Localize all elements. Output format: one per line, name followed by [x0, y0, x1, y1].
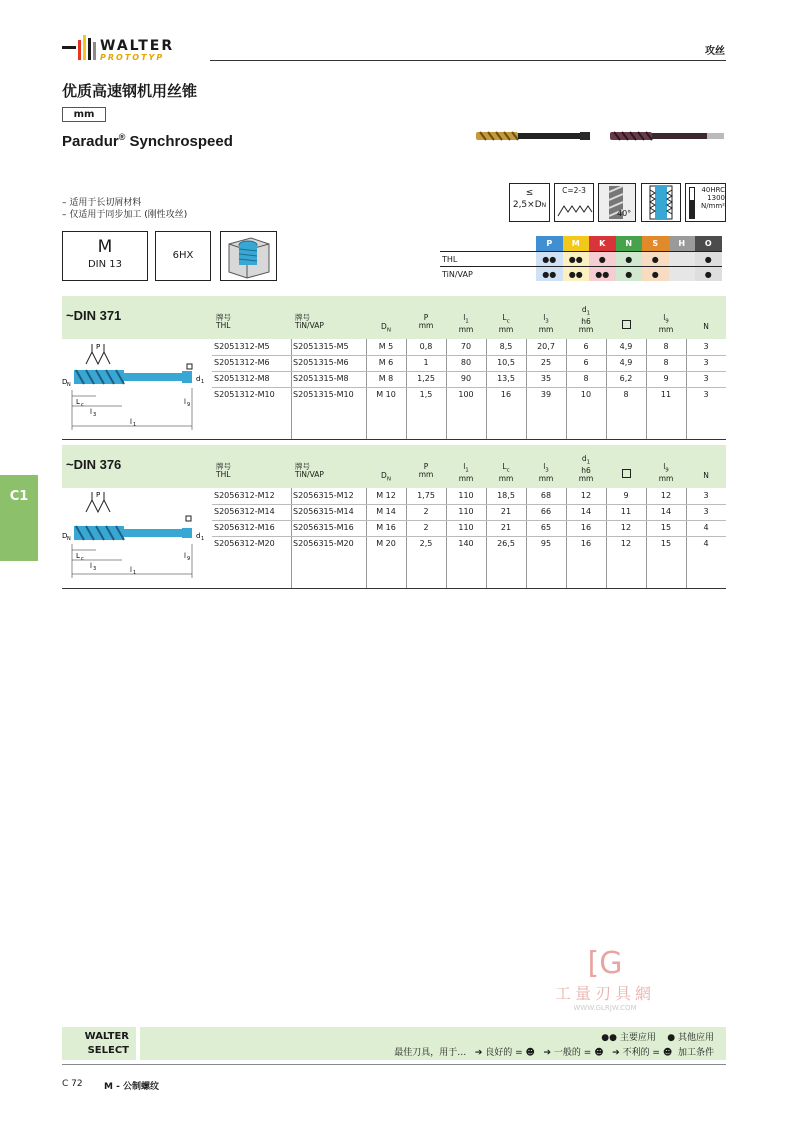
material-rating: ●● [536, 252, 563, 266]
material-header-K: K [589, 236, 616, 251]
table-cell: M 5 [378, 342, 394, 351]
header-rule [210, 60, 726, 61]
table-cell: 18,5 [497, 491, 515, 500]
table-title: ~DIN 371 [66, 308, 122, 323]
table-cell: 1,75 [417, 491, 435, 500]
table-cell: 8 [583, 374, 589, 383]
table-cell: S2051312-M10 [214, 390, 275, 399]
table-cell: 8 [663, 358, 669, 367]
legend-conditions: 加工条件 [677, 1048, 714, 1058]
table-cell: M 20 [376, 539, 396, 548]
table-cell: S2051312-M8 [214, 374, 270, 383]
table-cell: 66 [540, 507, 552, 516]
table-cell: S2051315-M8 [293, 374, 349, 383]
depth-icon [509, 183, 550, 222]
svg-text:d: d [196, 375, 201, 383]
table-cell: 3 [703, 342, 709, 351]
table-cell: 65 [540, 523, 552, 532]
square-icon [622, 469, 631, 478]
table-cell: 12 [580, 491, 592, 500]
table-cell: 35 [540, 374, 552, 383]
table-cell: 6 [583, 358, 589, 367]
table-cell: 3 [703, 358, 709, 367]
column-header: P mm [418, 462, 434, 479]
material-rating: ● [616, 252, 643, 266]
logo-word: WALTER [100, 38, 175, 54]
column-header: $l_3$ mm [538, 462, 554, 483]
table-cell: 12 [620, 523, 632, 532]
table-cell: S2056312-M12 [214, 491, 275, 500]
frown-icon: ☻ [662, 1048, 673, 1058]
svg-text:N: N [67, 536, 71, 542]
column-header: $D_N$ [381, 322, 391, 334]
table-cell: 2 [423, 523, 429, 532]
strength-unit: N/mm² [700, 202, 725, 210]
legend-other: ● 其他应用 [667, 1033, 714, 1043]
hardness-icon [685, 183, 726, 222]
column-header: $D_N$ [381, 471, 391, 483]
material-table [440, 236, 722, 281]
unit-box: mm [62, 107, 106, 122]
table-cell: 15 [660, 523, 672, 532]
material-coating-label: THL [442, 255, 458, 264]
material-header-N: N [616, 236, 643, 251]
column-header: $L_c$ mm [498, 313, 514, 334]
hardness-label: 40HRC [701, 186, 725, 194]
watermark-text: 工量刃具網 [554, 984, 655, 1003]
svg-text:L: L [76, 552, 80, 560]
chamfer-icon [554, 183, 594, 222]
table-cell: 110 [458, 523, 474, 532]
table-cell: 26,5 [497, 539, 515, 548]
legend-main: ●● 主要应用 [601, 1033, 656, 1043]
logo-sub: PROTOTYP [100, 53, 165, 62]
svg-text:c: c [81, 402, 84, 408]
column-header: 牌号 THL [216, 462, 231, 479]
column-header [606, 320, 646, 331]
material-rating: ●● [589, 267, 616, 281]
svg-text:l: l [184, 398, 186, 406]
select-label-2: SELECT [87, 1045, 129, 1056]
table-cell: 110 [458, 491, 474, 500]
walter-select-legend [140, 1027, 726, 1060]
table-cell: S2056312-M20 [214, 539, 275, 548]
drawing-p-label: P [96, 343, 101, 351]
table-cell: 12 [660, 491, 672, 500]
table-cell: 95 [540, 539, 552, 548]
table-cell: M 10 [376, 390, 396, 399]
table-cell: S2056315-M14 [293, 507, 354, 516]
legend-bad: ➔ 不利的 = [612, 1048, 660, 1058]
tap-tinvap-image [610, 128, 725, 144]
table-cell: 2 [423, 507, 429, 516]
helix-angle-icon [598, 183, 636, 222]
svg-text:l: l [130, 566, 132, 574]
column-header: $l_3$ mm [538, 313, 554, 334]
material-header-O: O [695, 236, 722, 251]
walter-prototyp-logo [62, 32, 202, 66]
table-cell: 14 [660, 507, 672, 516]
material-rating [669, 267, 696, 281]
table-cell: S2056312-M16 [214, 523, 275, 532]
product-name [62, 132, 233, 150]
table-cell: 68 [540, 491, 552, 500]
table-title: ~DIN 376 [66, 457, 122, 472]
table-cell: 8 [663, 342, 669, 351]
svg-text:D: D [62, 378, 68, 386]
svg-text:N: N [67, 382, 71, 388]
table-cell: 3 [703, 507, 709, 516]
svg-text:L: L [76, 398, 80, 406]
table-cell: M 12 [376, 491, 396, 500]
registered-mark: ® [118, 132, 126, 142]
thread-standard-box [62, 231, 148, 281]
footer-rule [62, 1064, 726, 1065]
column-header: 牌号 THL [216, 313, 231, 330]
din376-tap-drawing [60, 488, 210, 580]
table-cell: 3 [703, 390, 709, 399]
table-cell: 16 [580, 539, 592, 548]
table-cell: 15 [660, 539, 672, 548]
table-cell: 11 [660, 390, 672, 399]
table-cell: 20,7 [537, 342, 555, 351]
table-cell: 11 [620, 507, 632, 516]
depth-value: 2,5×D [512, 200, 542, 210]
table-cell: 13,5 [497, 374, 515, 383]
section-title: 攻丝 [705, 46, 725, 57]
note-item: – 仅适用于同步加工 (刚性攻丝) [62, 210, 188, 220]
column-header [606, 469, 646, 480]
page-footer-title: M - 公制螺纹 [104, 1082, 159, 1092]
table-cell: 12 [620, 539, 632, 548]
material-rating: ● [616, 267, 643, 281]
material-rating: ● [695, 252, 722, 266]
table-cell: 16 [500, 390, 512, 399]
svg-text:1: 1 [133, 570, 137, 576]
column-header: $l_1$ mm [458, 313, 474, 334]
notes-list [62, 197, 187, 221]
table-cell: S2051312-M5 [214, 342, 270, 351]
table-cell: 2,5 [419, 539, 433, 548]
logo-bars-icon [62, 32, 98, 62]
table-cell: S2051312-M6 [214, 358, 270, 367]
material-rating: ●● [563, 267, 590, 281]
table-cell: 10 [580, 390, 592, 399]
column-header: $d_1$ h6 mm [578, 454, 594, 483]
watermark-symbol: [G [587, 946, 623, 981]
table-cell: 70 [460, 342, 472, 351]
table-cell: 39 [540, 390, 552, 399]
neutral-icon: ☻ [594, 1048, 604, 1058]
table-cell: 9 [623, 491, 629, 500]
depth-symbol: ≤ [525, 188, 534, 198]
column-header: $d_1$ h6 mm [578, 305, 594, 334]
table-cell: 3 [703, 491, 709, 500]
column-divider [212, 488, 213, 588]
table-cell: 6 [583, 342, 589, 351]
column-divider [212, 339, 213, 439]
material-rating: ●● [563, 252, 590, 266]
din371-tap-drawing [60, 340, 210, 432]
material-coating-label: TiN/VAP [442, 270, 473, 279]
table-cell: 10,5 [497, 358, 515, 367]
column-header: $l_9$ mm [658, 462, 674, 483]
legend-line-2 [394, 1045, 714, 1058]
legend-line-1 [601, 1030, 714, 1043]
material-rating: ● [642, 267, 669, 281]
table-cell: M 6 [378, 358, 394, 367]
watermark [540, 946, 670, 1016]
svg-text:d: d [196, 532, 201, 540]
chamfer-label: C=2-3 [562, 186, 586, 195]
square-icon [622, 320, 631, 329]
svg-text:3: 3 [93, 566, 97, 572]
table-cell: 4,9 [619, 358, 633, 367]
table-cell: 110 [458, 507, 474, 516]
table-cell: S2056315-M16 [293, 523, 354, 532]
svg-text:l: l [90, 562, 92, 570]
table-cell: S2056312-M14 [214, 507, 275, 516]
column-header: N [703, 471, 709, 480]
table-cell: 4 [703, 523, 709, 532]
watermark-url: WWW.GLRJW.COM [573, 1004, 637, 1012]
table-cell: 90 [460, 374, 472, 383]
svg-text:l: l [184, 552, 186, 560]
thread-standard: DIN 13 [87, 259, 123, 270]
legend-avg: ➔ 一般的 = [543, 1048, 592, 1058]
svg-text:D: D [62, 532, 68, 540]
blind-hole-box [220, 231, 277, 281]
svg-text:c: c [81, 556, 84, 562]
material-header-M: M [563, 236, 590, 251]
material-rating: ●● [536, 267, 563, 281]
table-cell: 9 [663, 374, 669, 383]
product-suffix: Synchrospeed [125, 133, 233, 150]
legend-best: 最佳刀具，用于… [394, 1048, 467, 1058]
select-label-1: WALTER [84, 1031, 129, 1042]
table-cell: 1 [423, 358, 429, 367]
table-cell: 21 [500, 507, 512, 516]
walter-select-label [62, 1027, 136, 1060]
svg-text:9: 9 [187, 402, 191, 408]
table-cell: M 8 [378, 374, 394, 383]
material-rating: ● [642, 252, 669, 266]
thread-type: M [97, 237, 113, 257]
table-cell: 1,25 [417, 374, 435, 383]
blind-hole-icon [221, 232, 276, 280]
table-cell: S2051315-M10 [293, 390, 354, 399]
material-header-H: H [669, 236, 696, 251]
tolerance-box: 6HX [155, 231, 211, 281]
column-header: $l_9$ mm [658, 313, 674, 334]
hardness-bar [689, 187, 695, 219]
table-cell: 3 [703, 374, 709, 383]
table-cell: 8 [623, 390, 629, 399]
material-rating: ● [589, 252, 616, 266]
table-cell: 25 [540, 358, 552, 367]
material-header-spacer [440, 236, 536, 251]
material-header-row [440, 236, 722, 251]
page-title: 优质高速钢机用丝锥 [62, 82, 198, 100]
column-header: 牌号 TiN/VAP [295, 313, 324, 330]
product-brand: Paradur [62, 133, 119, 150]
depth-sub: N [541, 202, 547, 209]
table-cell: M 16 [376, 523, 396, 532]
tap-thl-image [476, 128, 591, 144]
table-cell: 100 [458, 390, 474, 399]
column-header: P mm [418, 313, 434, 330]
column-header: N [703, 322, 709, 331]
table-cell: 21 [500, 523, 512, 532]
table-cell: 8,5 [499, 342, 513, 351]
table-cell: 14 [580, 507, 592, 516]
table-cell: 4 [703, 539, 709, 548]
svg-text:3: 3 [93, 412, 97, 418]
table-cell: 4,9 [619, 342, 633, 351]
table-cell: S2056315-M20 [293, 539, 354, 548]
table-cell: 0,8 [419, 342, 433, 351]
material-header-S: S [642, 236, 669, 251]
angle-label: 40° [617, 209, 632, 218]
strength-value: 1300 [707, 194, 725, 202]
table-bottom-rule [62, 439, 726, 440]
svg-text:1: 1 [133, 422, 137, 428]
column-header: $L_c$ mm [498, 462, 514, 483]
table-cell: 1,5 [419, 390, 433, 399]
table-cell: 6,2 [619, 374, 633, 383]
material-rating: ● [695, 267, 722, 281]
table-cell: S2056315-M12 [293, 491, 354, 500]
svg-text:l: l [130, 418, 132, 426]
table-cell: S2051315-M5 [293, 342, 349, 351]
table-cell: 80 [460, 358, 472, 367]
table-cell: S2051315-M6 [293, 358, 349, 367]
column-header: 牌号 TiN/VAP [295, 462, 324, 479]
material-rating [669, 252, 696, 266]
material-row [440, 251, 722, 266]
table-cell: 16 [580, 523, 592, 532]
svg-text:1: 1 [201, 536, 205, 542]
column-header: $l_1$ mm [458, 462, 474, 483]
table-cell: M 14 [376, 507, 396, 516]
table-bottom-rule [62, 588, 726, 589]
table-cell: 140 [458, 539, 474, 548]
svg-text:l: l [90, 408, 92, 416]
drawing-p-label: P [96, 491, 101, 499]
chapter-tab: C1 [0, 475, 38, 561]
thread-hole-icon [641, 183, 681, 222]
material-row [440, 266, 722, 281]
page-number: C 72 [62, 1079, 83, 1089]
material-header-P: P [536, 236, 563, 251]
svg-text:1: 1 [201, 379, 205, 385]
legend-good: ➔ 良好的 = [474, 1048, 523, 1058]
smile-icon: ☻ [525, 1048, 535, 1058]
note-item: – 适用于长切屑材料 [62, 198, 142, 208]
svg-text:9: 9 [187, 556, 191, 562]
